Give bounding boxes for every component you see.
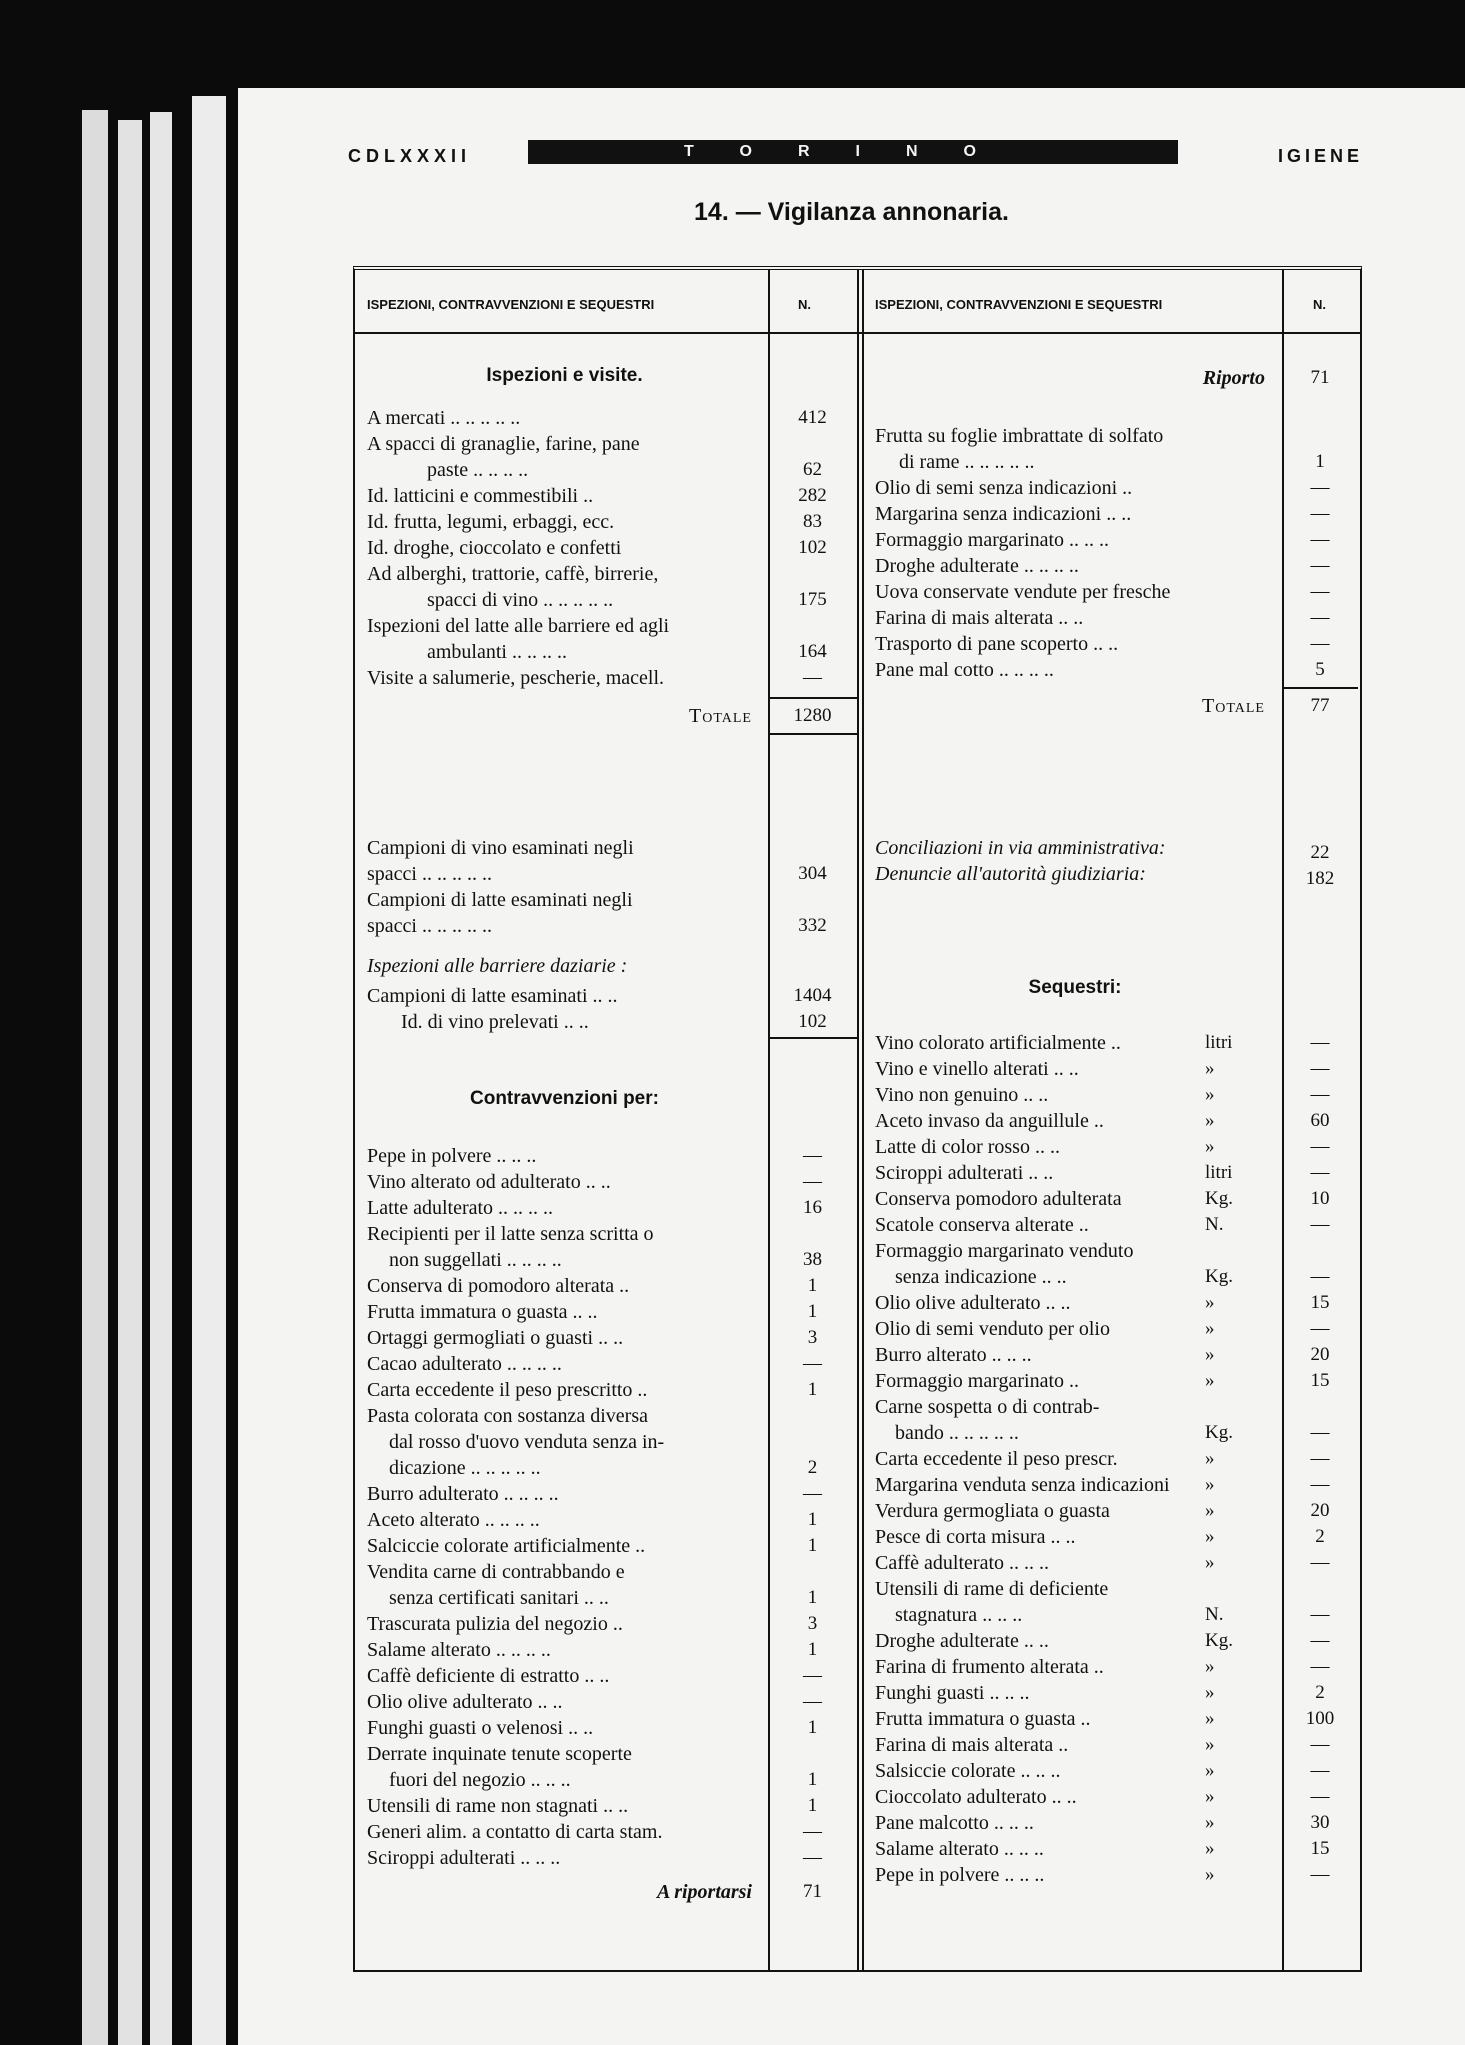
row-value: — — [1310, 1604, 1330, 1625]
rule-line — [768, 1037, 857, 1039]
row-unit: » — [1205, 1500, 1215, 1521]
row-unit: » — [1205, 1682, 1215, 1703]
row-value: — — [1310, 607, 1330, 628]
row-label: Vino colorato artificialmente .. — [875, 1032, 1121, 1054]
row-label: dal rosso d'uovo venduta senza in- — [389, 1431, 665, 1453]
totale-label: Totale — [689, 705, 752, 727]
row-value: — — [1310, 1630, 1330, 1651]
row-value: 15 — [1310, 1292, 1330, 1313]
row-label: Burro adulterato .. .. .. .. — [367, 1483, 559, 1505]
row-value: 1 — [807, 1639, 818, 1660]
row-value: — — [1310, 1058, 1330, 1079]
row-unit: N. — [1205, 1604, 1224, 1625]
riporto-label: Riporto — [1202, 367, 1265, 389]
row-label: Olio di semi venduto per olio — [875, 1318, 1110, 1340]
row-unit: » — [1205, 1474, 1215, 1495]
row-label: non suggellati .. .. .. .. — [389, 1249, 562, 1271]
row-label: Visite a salumerie, pescherie, macell. — [367, 667, 665, 689]
row-label: Pasta colorata con sostanza diversa — [367, 1405, 649, 1427]
row-label: stagnatura .. .. .. — [895, 1604, 1023, 1626]
row-value: 10 — [1310, 1188, 1330, 1209]
city-banner: TORINO — [528, 140, 1178, 164]
row-label: Generi alim. a contatto di carta stam. — [367, 1821, 663, 1843]
row-label: Olio di semi senza indicazioni .. — [875, 477, 1133, 499]
row-label: Id. droghe, cioccolato e confetti — [367, 537, 622, 559]
row-label: Aceto invaso da anguillule .. — [875, 1110, 1104, 1132]
row-label: dicazione .. .. .. .. .. — [389, 1457, 541, 1479]
document-page — [238, 88, 1465, 2045]
row-label: Pane mal cotto .. .. .. .. — [875, 659, 1054, 681]
row-value: — — [1310, 1318, 1330, 1339]
row-value: 3 — [807, 1327, 818, 1348]
row-label: Olio olive adulterato .. .. — [367, 1691, 563, 1713]
row-value: — — [1310, 1734, 1330, 1755]
row-unit: » — [1205, 1110, 1215, 1131]
row-label: Droghe adulterate .. .. .. .. — [875, 555, 1079, 577]
row-label: Droghe adulterate .. .. — [875, 1630, 1049, 1652]
rule-line — [768, 697, 857, 699]
row-unit: litri — [1205, 1032, 1233, 1053]
page-edge — [150, 112, 172, 2045]
row-label: Id. di vino prelevati .. .. — [401, 1011, 589, 1033]
row-value: — — [1310, 529, 1330, 550]
row-label: senza indicazione .. .. — [895, 1266, 1067, 1288]
row-value: 1 — [807, 1379, 818, 1400]
row-value: — — [1310, 1656, 1330, 1677]
totale-value: 1280 — [793, 705, 832, 726]
row-unit: » — [1205, 1058, 1215, 1079]
row-value: 38 — [803, 1249, 822, 1270]
row-value: — — [1310, 477, 1330, 498]
row-label: Vendita carne di contrabbando e — [367, 1561, 625, 1583]
row-label: Salciccie colorate artificialmente .. — [367, 1535, 646, 1557]
row-label: Aceto alterato .. .. .. .. — [367, 1509, 540, 1531]
row-label: A mercati .. .. .. .. .. — [367, 407, 521, 429]
row-label: Campioni di vino esaminati negli — [367, 837, 634, 859]
row-label: Pesce di corta misura .. .. — [875, 1526, 1076, 1548]
row-unit: » — [1205, 1864, 1215, 1885]
row-value: 15 — [1310, 1370, 1330, 1391]
row-value: — — [1310, 1136, 1330, 1157]
row-label: Salsiccie colorate .. .. .. — [875, 1760, 1061, 1782]
row-label: Campioni di latte esaminati negli — [367, 889, 633, 911]
row-value: — — [1310, 581, 1330, 602]
row-label: Carta eccedente il peso prescritto .. — [367, 1379, 648, 1401]
row-label: Uova conservate vendute per fresche — [875, 581, 1171, 603]
row-value: 2 — [1315, 1526, 1325, 1547]
page-edge — [82, 110, 108, 2045]
row-label: Funghi guasti o velenosi .. .. — [367, 1717, 594, 1739]
page-number: CDLXXXII — [348, 146, 472, 166]
row-label: Formaggio margarinato venduto — [875, 1240, 1134, 1262]
row-label: Carta eccedente il peso prescr. — [875, 1448, 1118, 1470]
row-unit: » — [1205, 1760, 1215, 1781]
row-unit: » — [1205, 1552, 1215, 1573]
row-value: — — [1310, 1552, 1330, 1573]
row-label: Trasporto di pane scoperto .. .. — [875, 633, 1119, 655]
row-unit: » — [1205, 1084, 1215, 1105]
conciliazioni-label: Conciliazioni in via amministrativa: — [875, 837, 1166, 859]
row-unit: Kg. — [1205, 1422, 1233, 1443]
row-value: — — [803, 1691, 822, 1712]
row-label: Caffè adulterato .. .. .. — [875, 1552, 1050, 1574]
row-value: — — [803, 1353, 822, 1374]
row-value: 5 — [1315, 659, 1325, 680]
row-label: spacci .. .. .. .. .. — [367, 863, 492, 885]
row-value: 30 — [1310, 1812, 1330, 1833]
row-value: — — [803, 667, 822, 688]
row-label: Latte adulterato .. .. .. .. — [367, 1197, 554, 1219]
row-label: Caffè deficiente di estratto .. .. — [367, 1665, 610, 1687]
row-value: — — [803, 1145, 822, 1166]
row-value: 100 — [1305, 1708, 1335, 1729]
row-unit: N. — [1205, 1214, 1224, 1235]
row-value: — — [803, 1483, 822, 1504]
row-label: Olio olive adulterato .. .. — [875, 1292, 1071, 1314]
row-label: Sciroppi adulterati .. .. .. — [367, 1847, 561, 1869]
row-value: 2 — [1315, 1682, 1325, 1703]
row-unit: » — [1205, 1370, 1215, 1391]
row-value: — — [803, 1847, 822, 1868]
row-value: — — [1310, 555, 1330, 576]
row-unit: litri — [1205, 1162, 1233, 1183]
row-value: — — [1310, 1760, 1330, 1781]
section-title-sequestri: Sequestri: — [1028, 977, 1122, 998]
row-value: 164 — [798, 641, 827, 662]
riporto-value: 71 — [1310, 367, 1330, 388]
page-title: 14. — Vigilanza annonaria. — [694, 198, 1009, 226]
row-label: Campioni di latte esaminati .. .. — [367, 985, 618, 1007]
row-unit: » — [1205, 1838, 1215, 1859]
totale-value: 77 — [1310, 695, 1330, 716]
row-unit: » — [1205, 1344, 1215, 1365]
row-label: Scatole conserva alterate .. — [875, 1214, 1089, 1236]
barriere-title: Ispezioni alle barriere daziarie : — [367, 955, 628, 977]
row-label: Ad alberghi, trattorie, caffè, birrerie, — [367, 563, 659, 585]
row-unit: Kg. — [1205, 1630, 1233, 1651]
row-unit: » — [1205, 1786, 1215, 1807]
row-label: Cioccolato adulterato .. .. — [875, 1786, 1077, 1808]
row-label: Latte di color rosso .. .. — [875, 1136, 1060, 1158]
row-value: 102 — [798, 537, 827, 558]
row-label: spacci di vino .. .. .. .. .. — [427, 589, 614, 611]
row-label: Formaggio margarinato .. — [875, 1370, 1080, 1392]
left-column-header: ISPEZIONI, CONTRAVVENZIONI E SEQUESTRI — [367, 297, 655, 312]
row-value: 20 — [1310, 1344, 1330, 1365]
row-label: Pepe in polvere .. .. .. — [875, 1864, 1045, 1886]
row-label: Vino e vinello alterati .. .. — [875, 1058, 1079, 1080]
row-label: Margarina venduta senza indicazioni — [875, 1474, 1170, 1496]
riportarsi-label: A riportarsi — [656, 1881, 752, 1903]
row-value: 1 — [807, 1795, 818, 1816]
row-label: Vino alterato od adulterato .. .. — [367, 1171, 611, 1193]
row-value: — — [1310, 503, 1330, 524]
row-value: — — [803, 1171, 822, 1192]
left-number-header: N. — [798, 297, 811, 312]
section-name: IGIENE — [1278, 146, 1364, 166]
row-value: — — [1310, 1214, 1330, 1235]
row-value: 16 — [803, 1197, 822, 1218]
row-label: fuori del negozio .. .. .. — [389, 1769, 571, 1791]
row-label: Margarina senza indicazioni .. .. — [875, 503, 1132, 525]
row-unit: » — [1205, 1448, 1215, 1469]
row-label: Id. frutta, legumi, erbaggi, ecc. — [367, 511, 615, 533]
statistics-table — [353, 266, 1362, 1972]
row-label: Frutta immatura o guasta .. — [875, 1708, 1091, 1730]
denuncie-value: 182 — [1305, 868, 1335, 889]
row-label: Salame alterato .. .. .. .. — [367, 1639, 551, 1661]
section-title-contravvenzioni: Contravvenzioni per: — [470, 1088, 659, 1109]
right-column-header: ISPEZIONI, CONTRAVVENZIONI E SEQUESTRI — [875, 297, 1163, 312]
row-value: 1 — [807, 1769, 818, 1790]
row-label: Ispezioni del latte alle barriere ed agli — [367, 615, 670, 637]
row-label: Recipienti per il latte senza scritta o — [367, 1223, 654, 1245]
conciliazioni-value: 22 — [1310, 842, 1330, 863]
row-value: — — [1310, 1084, 1330, 1105]
row-label: Pane malcotto .. .. .. — [875, 1812, 1034, 1834]
row-label: Derrate inquinate tenute scoperte — [367, 1743, 632, 1765]
row-unit: » — [1205, 1526, 1215, 1547]
row-label: Id. latticini e commestibili .. — [367, 485, 594, 507]
row-unit: » — [1205, 1318, 1215, 1339]
row-value: 62 — [803, 459, 822, 480]
row-value: — — [803, 1821, 822, 1842]
right-number-header: N. — [1313, 297, 1326, 312]
row-value: 1 — [807, 1301, 818, 1322]
row-unit: » — [1205, 1136, 1215, 1157]
row-value: — — [1310, 1032, 1330, 1053]
row-label: spacci .. .. .. .. .. — [367, 915, 492, 937]
row-label: Ortaggi germogliati o guasti .. .. — [367, 1327, 624, 1349]
row-value: 304 — [798, 863, 827, 884]
row-label: Frutta immatura o guasta .. .. — [367, 1301, 598, 1323]
row-value: — — [1310, 633, 1330, 654]
row-label: Vino non genuino .. .. — [875, 1084, 1049, 1106]
row-value: — — [1310, 1266, 1330, 1287]
row-value: — — [1310, 1474, 1330, 1495]
row-label: di rame .. .. .. .. .. — [899, 451, 1035, 473]
row-label: Pepe in polvere .. .. .. — [367, 1145, 537, 1167]
row-label: Salame alterato .. .. .. — [875, 1838, 1044, 1860]
row-label: paste .. .. .. .. — [427, 459, 529, 481]
row-label: Utensili di rame di deficiente — [875, 1578, 1109, 1600]
row-value: 15 — [1310, 1838, 1330, 1859]
row-value: 60 — [1310, 1110, 1330, 1131]
row-label: bando .. .. .. .. .. — [895, 1422, 1019, 1444]
row-label: Frutta su foglie imbrattate di solfato — [875, 425, 1164, 447]
row-value: 1404 — [793, 985, 832, 1006]
rule-line — [768, 733, 857, 735]
row-value: 1 — [807, 1535, 818, 1556]
row-value: — — [1310, 1864, 1330, 1885]
row-label: Conserva di pomodoro alterata .. — [367, 1275, 630, 1297]
row-value: 1 — [807, 1509, 818, 1530]
row-label: Sciroppi adulterati .. .. — [875, 1162, 1054, 1184]
row-label: Trascurata pulizia del negozio .. — [367, 1613, 623, 1635]
row-label: Funghi guasti .. .. .. — [875, 1682, 1030, 1704]
row-label: Farina di frumento alterata .. — [875, 1656, 1104, 1678]
rule-line — [1282, 687, 1358, 689]
row-label: senza certificati sanitari .. .. — [389, 1587, 609, 1609]
row-label: Cacao adulterato .. .. .. .. — [367, 1353, 562, 1375]
row-unit: » — [1205, 1656, 1215, 1677]
row-value: — — [803, 1665, 822, 1686]
row-label: Farina di mais alterata .. .. — [875, 607, 1084, 629]
row-unit: » — [1205, 1292, 1215, 1313]
row-value: 412 — [798, 407, 827, 428]
row-value: 1 — [807, 1717, 818, 1738]
denuncie-label: Denuncie all'autorità giudiziaria: — [875, 863, 1146, 885]
row-value: 20 — [1310, 1500, 1330, 1521]
row-value: — — [1310, 1162, 1330, 1183]
row-value: 1 — [807, 1275, 818, 1296]
row-value: 1 — [1315, 451, 1325, 472]
row-label: A spacci di granaglie, farine, pane — [367, 433, 640, 455]
page-edge — [118, 120, 142, 2045]
totale-label: Totale — [1202, 695, 1265, 717]
row-value: 282 — [798, 485, 827, 506]
row-unit: Kg. — [1205, 1266, 1233, 1287]
row-label: Farina di mais alterata .. — [875, 1734, 1069, 1756]
row-value: 1 — [807, 1587, 818, 1608]
row-label: Formaggio margarinato .. .. .. — [875, 529, 1110, 551]
row-value: — — [1310, 1422, 1330, 1443]
row-unit: » — [1205, 1708, 1215, 1729]
riportarsi-value: 71 — [803, 1881, 822, 1902]
row-unit: » — [1205, 1734, 1215, 1755]
row-label: Verdura germogliata o guasta — [875, 1500, 1110, 1522]
row-value: — — [1310, 1448, 1330, 1469]
page-edge — [192, 96, 226, 2045]
row-label: Conserva pomodoro adulterata — [875, 1188, 1122, 1210]
row-value: 3 — [807, 1613, 818, 1634]
row-value: 102 — [798, 1011, 827, 1032]
row-label: Burro alterato .. .. .. — [875, 1344, 1032, 1366]
row-value: 2 — [807, 1457, 818, 1478]
row-value: 175 — [798, 589, 827, 610]
row-value: — — [1310, 1786, 1330, 1807]
row-value: 332 — [798, 915, 827, 936]
row-label: ambulanti .. .. .. .. — [427, 641, 567, 663]
section-title-ispezioni: Ispezioni e visite. — [486, 365, 643, 386]
row-unit: » — [1205, 1812, 1215, 1833]
row-label: Utensili di rame non stagnati .. .. — [367, 1795, 629, 1817]
row-value: 83 — [803, 511, 822, 532]
row-label: Carne sospetta o di contrab- — [875, 1396, 1100, 1418]
row-unit: Kg. — [1205, 1188, 1233, 1209]
